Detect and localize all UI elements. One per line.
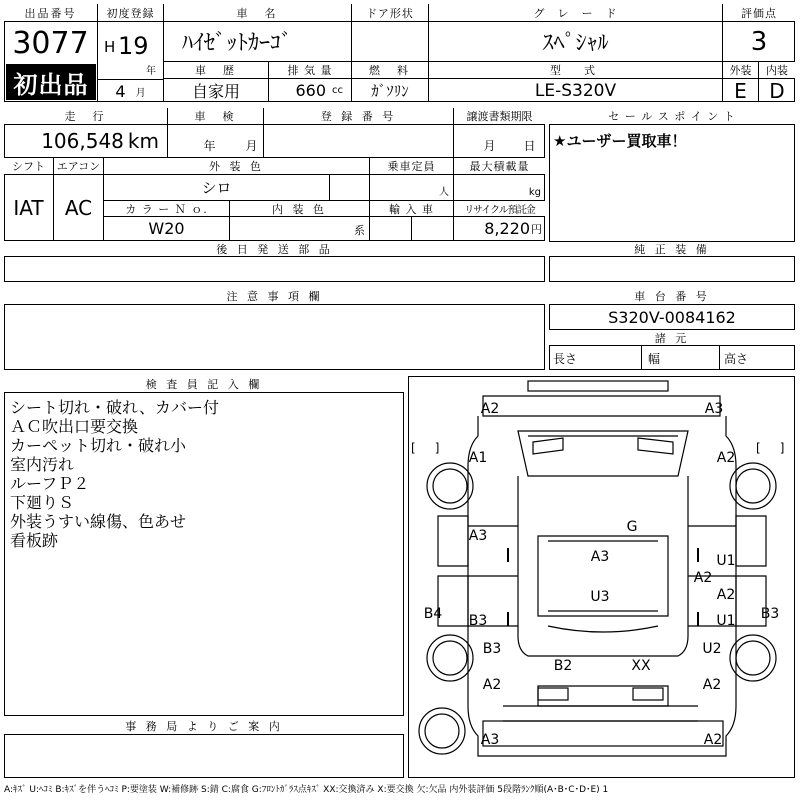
damage-mark: B4 [423, 606, 443, 622]
width-label: 幅 [648, 351, 661, 366]
damage-mark: A3 [480, 732, 500, 748]
era: H [104, 38, 116, 56]
damage-mark: A2 [703, 732, 723, 748]
notes-label: 注 意 事 項 欄 [4, 288, 545, 305]
import-b [412, 217, 454, 241]
score-value: 3 [723, 22, 795, 62]
mileage-value: 106,548 [41, 129, 124, 153]
month-unit: 月 [135, 87, 146, 99]
inspection-label: 車 検 [168, 108, 264, 125]
car-name: ﾊｲｾﾞｯﾄｶｰｺﾞ [164, 22, 352, 62]
inspector-line: カーペット切れ・破れ小 [10, 436, 187, 455]
chassis-value: S320V-0084162 [549, 305, 795, 330]
year-unit: 年 [146, 66, 156, 77]
capacity-label: 乗車定員 [370, 158, 454, 175]
damage-mark: G [626, 519, 638, 535]
year-value: 19 [118, 32, 149, 60]
transfer-label: 譲渡書類期限 [454, 108, 545, 125]
recycle-cell [454, 217, 545, 241]
mileage-label: 走 行 [4, 108, 168, 125]
inspector-line: シート切れ・破れ、カバー付 [10, 398, 219, 417]
month-value: 4 [115, 81, 126, 101]
damage-mark: A3 [590, 549, 610, 565]
damage-mark: XX [631, 658, 651, 674]
ac-value: AC [54, 175, 104, 241]
right-bracket: [ ] [756, 441, 785, 455]
mileage-cell [4, 125, 168, 158]
inspector-line: ＡＣ吹出口要交換 [10, 417, 139, 436]
disp-value: 660 [295, 81, 326, 100]
inspector-line: 外装うすい線傷、色あせ [10, 512, 187, 531]
disp-unit: cc [332, 85, 343, 96]
color-extra [330, 175, 370, 201]
inspector-label: 検 査 員 記 入 欄 [4, 376, 404, 393]
fuel-label: 燃 料 [352, 62, 429, 79]
damage-mark: U1 [716, 553, 736, 569]
damage-mark: U1 [716, 613, 736, 629]
model-label: 型 式 [429, 62, 723, 79]
color-no-label: カ ラ ー Ｎ ｏ. [104, 201, 230, 217]
ext-label: 外装 [723, 62, 759, 79]
load-label: 最大積載量 [454, 158, 545, 175]
height-cell [720, 346, 795, 370]
damage-mark: A2 [716, 587, 736, 603]
color-label: 外 装 色 [104, 158, 370, 175]
car-diagram [408, 376, 795, 778]
shift-value: IAT [4, 175, 54, 241]
damage-mark: B3 [760, 606, 780, 622]
equip-label: 純 正 装 備 [549, 241, 795, 257]
capacity-unit: 人 [439, 187, 449, 198]
damage-mark: A3 [704, 401, 724, 417]
mileage-unit: km [127, 129, 159, 153]
int-label: 内装 [759, 62, 795, 79]
grade-value: ｽﾍﾟｼｬﾙ [429, 22, 723, 62]
insp-month-unit: 月 [245, 139, 258, 153]
first-reg-label: 初度登録 [98, 4, 164, 22]
transfer-cell [454, 125, 545, 158]
inspector-line: 室内汚れ [10, 455, 75, 474]
first-reg-month [98, 80, 164, 102]
color-no-value: W20 [104, 217, 230, 241]
int-color-cell [230, 217, 370, 241]
inspector-line: 下廻りＳ [10, 493, 75, 512]
recycle-unit: 円 [531, 222, 542, 236]
damage-mark: A2 [693, 570, 713, 586]
inspection-cell [168, 125, 264, 158]
ext-grade: E [723, 79, 759, 102]
lot-label: 出品番号 [4, 4, 98, 22]
history-value: 自家用 [164, 79, 269, 102]
lot-number: 3077 [4, 22, 98, 64]
recycle-value: 8,220 [484, 219, 530, 238]
plate-value [264, 125, 454, 158]
transfer-month-unit: 月 [483, 139, 496, 153]
shift-label: シフト [4, 158, 54, 175]
first-reg-year [98, 22, 164, 80]
spec-label: 諸 元 [549, 330, 795, 346]
parts-label: 後 日 発 送 部 品 [4, 241, 545, 257]
damage-mark: U3 [590, 589, 610, 605]
office-label: 事 務 局 よ り ご 案 内 [4, 718, 404, 735]
door-value [352, 22, 429, 62]
parts-value [4, 257, 545, 282]
insp-year-unit: 年 [203, 139, 216, 153]
damage-mark: A3 [468, 528, 488, 544]
inspector-line: ルーフＰ２ [10, 474, 90, 493]
damage-mark: A2 [480, 401, 500, 417]
recycle-label: リサイクル預託金 [454, 201, 545, 217]
first-listing-badge: 初出品 [6, 64, 96, 100]
transfer-day-unit: 日 [523, 139, 536, 153]
grade-label: グ レ ー ド [429, 4, 723, 22]
int-color-label: 内 装 色 [230, 201, 370, 217]
score-label: 評価点 [723, 4, 795, 22]
model-value: LE-S320V [429, 79, 723, 102]
import-a [370, 217, 412, 241]
damage-mark: A2 [482, 677, 502, 693]
door-label: ドア形状 [352, 4, 429, 22]
int-color-unit: 系 [354, 224, 365, 237]
length-label: 長さ [553, 351, 578, 366]
length-cell [549, 346, 642, 370]
disp-cell [269, 79, 352, 102]
height-label: 高さ [724, 351, 749, 366]
damage-mark: A1 [468, 450, 488, 466]
damage-mark: B2 [553, 658, 573, 674]
plate-label: 登 録 番 号 [264, 108, 454, 125]
load-unit: kg [528, 187, 541, 198]
damage-mark: A2 [716, 450, 736, 466]
car-name-label: 車 名 [164, 4, 352, 22]
capacity-cell [370, 175, 454, 201]
damage-mark: B3 [482, 641, 502, 657]
damage-mark: B3 [468, 613, 488, 629]
history-label: 車 歴 [164, 62, 269, 79]
damage-mark: A2 [702, 677, 722, 693]
sales-label: セ ー ル ス ポ イ ン ト [549, 108, 795, 125]
load-cell [454, 175, 545, 201]
inspector-line: 看板跡 [10, 531, 59, 550]
sales-text: ★ユーザー買取車！ [553, 132, 687, 150]
legend-text: A:ｷｽﾞ U:ﾍｺﾐ B:ｷｽﾞを伴うﾍｺﾐ P:要塗装 W:補修跡 S:錆 C:腐食 G:ﾌﾛﾝﾄｶﾞﾗｽ点ｷｽﾞ XX:交換済み X:要交換 欠:欠品 内外装評価 5段階ﾗﾝｸ順(A･B･C･D･E) 1 [4, 785, 609, 795]
damage-mark: U2 [702, 641, 722, 657]
import-label: 輸 入 車 [370, 201, 454, 217]
int-grade: D [769, 78, 785, 103]
fuel-value: ｶﾞｿﾘﾝ [352, 79, 429, 102]
left-bracket: [ ] [411, 441, 440, 455]
color-value: シロ [104, 175, 330, 201]
disp-label: 排 気 量 [269, 62, 352, 79]
width-cell [642, 346, 720, 370]
chassis-label: 車 台 番 号 [549, 288, 795, 305]
ac-label: エアコン [54, 158, 104, 175]
